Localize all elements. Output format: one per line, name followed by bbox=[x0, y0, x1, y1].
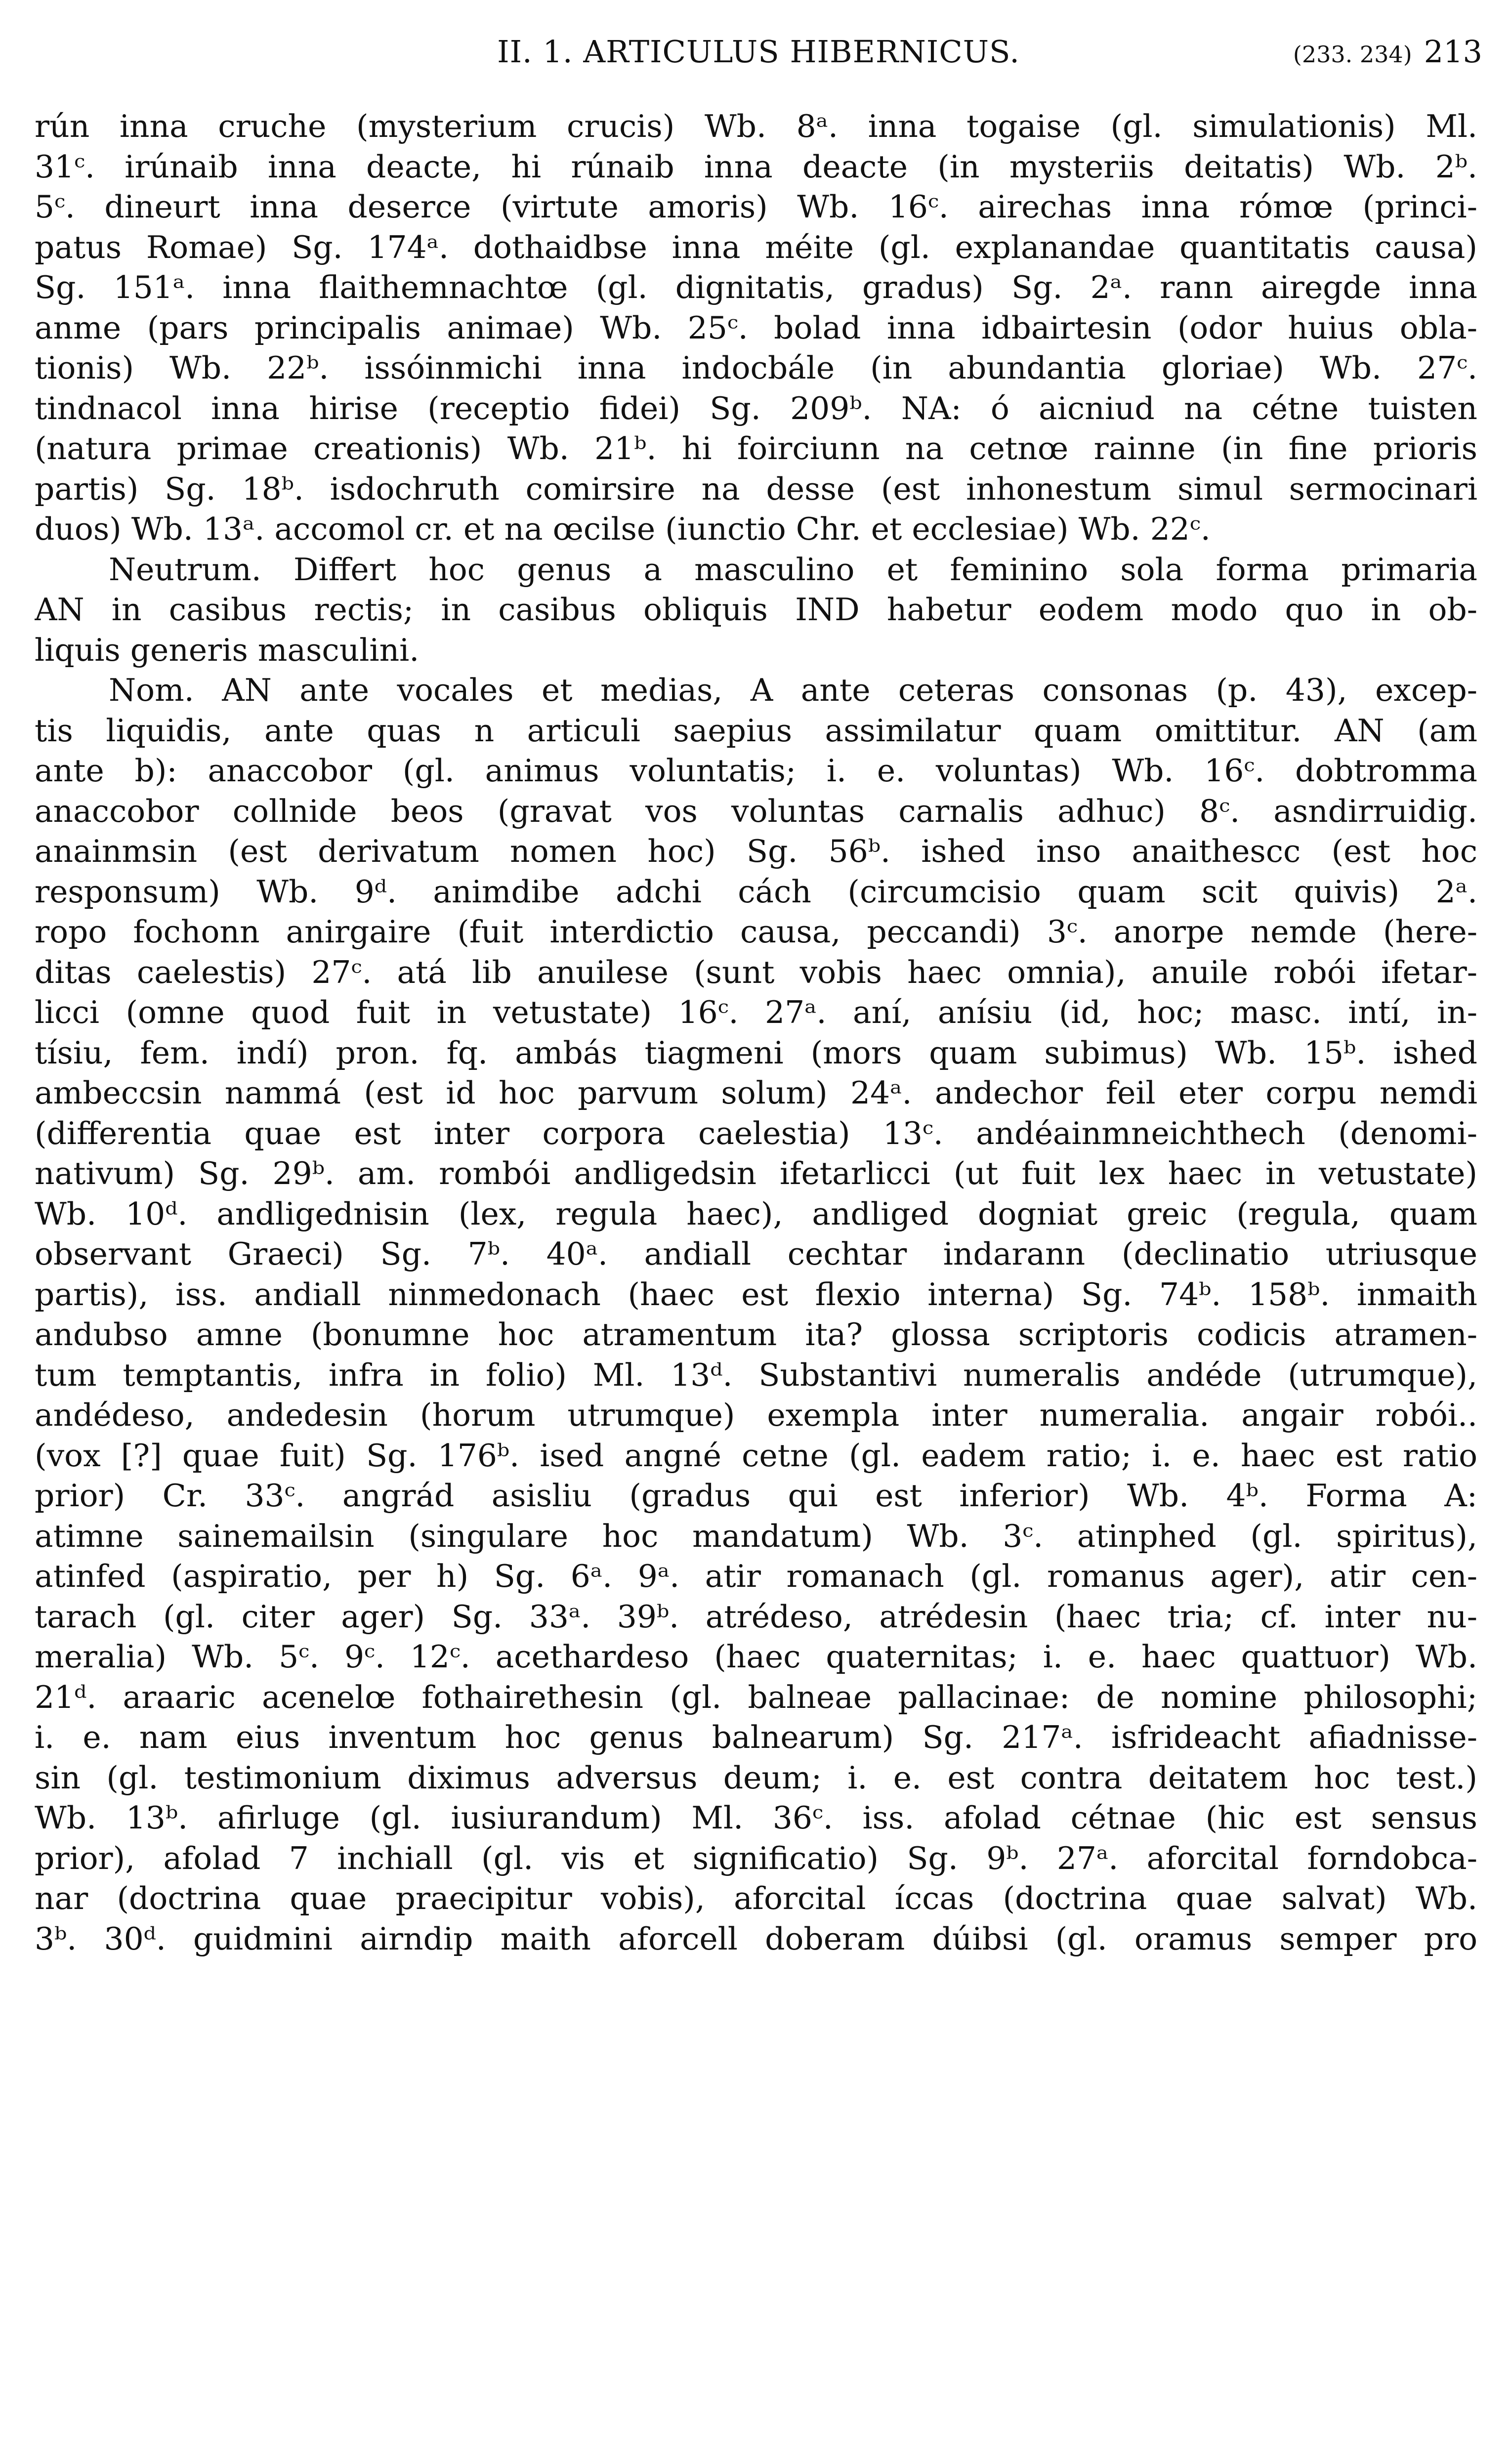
text-line: ditas caelestis) 27ᶜ. atá lib anuilese (sunt vobis haec omnia), anuile robói ifetar- bbox=[35, 954, 1477, 990]
text-line: 21ᵈ. araaric acenelœ fothairethesin (gl. balneae pallacinae: de nomine philosophi; bbox=[35, 1679, 1477, 1715]
text-line: patus Romae) Sg. 174ᵃ. dothaidbse inna méite (gl. explanandae quantitatis causa) bbox=[35, 229, 1477, 265]
text-line: atimne sainemailsin (singulare hoc mandatum) Wb. 3ᶜ. atinphed (gl. spiritus), bbox=[35, 1518, 1477, 1554]
page-refs: (233. 234) bbox=[1293, 41, 1412, 68]
text-line: tarach (gl. citer ager) Sg. 33ᵃ. 39ᵇ. atrédeso, atrédesin (haec tria; cf. inter nu- bbox=[35, 1598, 1477, 1635]
text-line: ropo fochonn anirgaire (fuit interdictio causa, peccandi) 3ᶜ. anorpe nemde (here- bbox=[35, 914, 1477, 950]
text-line: tum temptantis, infra in folio) Ml. 13ᵈ. Substantivi numeralis andéde (utrumque), bbox=[35, 1357, 1477, 1393]
text-line: Nom. AN ante vocales et medias, A ante ceteras consonas (p. 43), excep- bbox=[109, 672, 1477, 708]
running-head bbox=[35, 25, 1482, 79]
text-line: Sg. 151ᵃ. inna flaithemnachtœ (gl. dignitatis, gradus) Sg. 2ᵃ. rann airegde inna bbox=[35, 269, 1477, 305]
text-line: Wb. 10ᵈ. andligednisin (lex, regula haec), andliged dogniat greic (regula, quam bbox=[35, 1195, 1477, 1232]
text-line: andubso amne (bonumne hoc atramentum ita? glossa scriptoris codicis atramen- bbox=[35, 1316, 1477, 1353]
text-line: (vox [?] quae fuit) Sg. 176ᵇ. ised angné cetne (gl. eadem ratio; i. e. haec est ratio bbox=[35, 1437, 1477, 1474]
text-line: partis), iss. andiall ninmedonach (haec est flexio interna) Sg. 74ᵇ. 158ᵇ. inmaith bbox=[35, 1276, 1477, 1313]
text-line: tindnacol inna hirise (receptio fidei) Sg. 209ᵇ. NA: ó aicniud na cétne tuisten bbox=[35, 390, 1477, 426]
text-line: (differentia quae est inter corpora caelestia) 13ᶜ. andéainmneichthech (denomi- bbox=[35, 1115, 1477, 1151]
text-line: observant Graeci) Sg. 7ᵇ. 40ᵃ. andiall cechtar indarann (declinatio utriusque bbox=[35, 1236, 1477, 1272]
text-line: atinfed (aspiratio, per h) Sg. 6ᵃ. 9ᵃ. atir romanach (gl. romanus ager), atir cen- bbox=[35, 1558, 1477, 1594]
text-line: 31ᶜ. irúnaib inna deacte, hi rúnaib inna deacte (in mysteriis deitatis) Wb. 2ᵇ. bbox=[35, 148, 1477, 185]
text-line: prior) Cr. 33ᶜ. angrád asisliu (gradus qui est inferior) Wb. 4ᵇ. Forma A: bbox=[35, 1478, 1477, 1514]
text-line: anaccobor collnide beos (gravat vos voluntas carnalis adhuc) 8ᶜ. asndirruidig. bbox=[35, 793, 1477, 829]
text-line: tísiu, fem. indí) pron. fq. ambás tiagmeni (mors quam subimus) Wb. 15ᵇ. ished bbox=[35, 1034, 1477, 1071]
text-line: duos) Wb. 13ᵃ. accomol cr. et na œcilse (iunctio Chr. et ecclesiae) Wb. 22ᶜ. bbox=[35, 511, 1211, 547]
page-number: 213 bbox=[1424, 34, 1482, 70]
text-line: ambeccsin nammá (est id hoc parvum solum) 24ᵃ. andechor feil eter corpu nemdi bbox=[35, 1075, 1477, 1111]
text-line: i. e. nam eius inventum hoc genus balnearum) Sg. 217ᵃ. isfrideacht afiadnisse- bbox=[35, 1719, 1477, 1755]
text-line: 3ᵇ. 30ᵈ. guidmini airndip maith aforcell doberam dúibsi (gl. oramus semper pro bbox=[35, 1920, 1477, 1957]
text-line: responsum) Wb. 9ᵈ. animdibe adchi cách (circumcisio quam scit quivis) 2ᵃ. bbox=[35, 873, 1477, 910]
text-line: tionis) Wb. 22ᵇ. issóinmichi inna indocbále (in abundantia gloriae) Wb. 27ᶜ. bbox=[35, 350, 1477, 386]
text-line: Wb. 13ᵇ. afirluge (gl. iusiurandum) Ml. 36ᶜ. iss. afolad cétnae (hic est sensus bbox=[35, 1800, 1477, 1836]
text-line: Neutrum. Differt hoc genus a masculino et feminino sola forma primaria bbox=[109, 551, 1477, 588]
text-line: partis) Sg. 18ᵇ. isdochruth comirsire na desse (est inhonestum simul sermocinari bbox=[35, 470, 1477, 507]
running-head-title: II. 1. ARTICULUS HIBERNICUS. bbox=[497, 34, 1020, 70]
text-line: tis liquidis, ante quas n articuli saepius assimilatur quam omittitur. AN (am bbox=[35, 712, 1477, 749]
text-line: meralia) Wb. 5ᶜ. 9ᶜ. 12ᶜ. acethardeso (haec quaternitas; i. e. haec quattuor) Wb. bbox=[35, 1639, 1477, 1675]
text-line: ante b): anaccobor (gl. animus voluntatis; i. e. voluntas) Wb. 16ᶜ. dobtromma bbox=[35, 753, 1477, 789]
text-line: nar (doctrina quae praecipitur vobis), aforcital íccas (doctrina quae salvat) Wb. bbox=[35, 1880, 1477, 1916]
text-line: anme (pars principalis animae) Wb. 25ᶜ. bolad inna idbairtesin (odor huius obla- bbox=[35, 309, 1477, 346]
text-line: andédeso, andedesin (horum utrumque) exempla inter numeralia. angair robói.. bbox=[35, 1397, 1477, 1433]
text-line: AN in casibus rectis; in casibus obliquis IND habetur eodem modo quo in ob- bbox=[35, 592, 1477, 628]
text-line: liquis generis masculini. bbox=[35, 632, 420, 668]
text-line: nativum) Sg. 29ᵇ. am. rombói andligedsin ifetarlicci (ut fuit lex haec in vetustate) bbox=[35, 1155, 1477, 1191]
text-line: licci (omne quod fuit in vetustate) 16ᶜ. 27ᵃ. aní, anísiu (id, hoc; masc. intí, in- bbox=[35, 994, 1477, 1030]
body-text bbox=[35, 106, 1477, 1959]
running-head-right bbox=[1293, 25, 1482, 82]
text-line: prior), afolad 7 inchiall (gl. vis et significatio) Sg. 9ᵇ. 27ᵃ. aforcital forndobca- bbox=[35, 1840, 1477, 1876]
text-line: sin (gl. testimonium diximus adversus deum; i. e. est contra deitatem hoc test.) bbox=[35, 1759, 1477, 1796]
text-line: rún inna cruche (mysterium crucis) Wb. 8ᵃ. inna togaise (gl. simulationis) Ml. bbox=[35, 108, 1477, 144]
text-line: 5ᶜ. dineurt inna deserce (virtute amoris) Wb. 16ᶜ. airechas inna rómœ (princi- bbox=[35, 189, 1477, 225]
text-line: anainmsin (est derivatum nomen hoc) Sg. 56ᵇ. ished inso anaithescc (est hoc bbox=[35, 833, 1477, 869]
text-line: (natura primae creationis) Wb. 21ᵇ. hi foirciunn na cetnœ rainne (in fine prioris bbox=[35, 430, 1477, 467]
